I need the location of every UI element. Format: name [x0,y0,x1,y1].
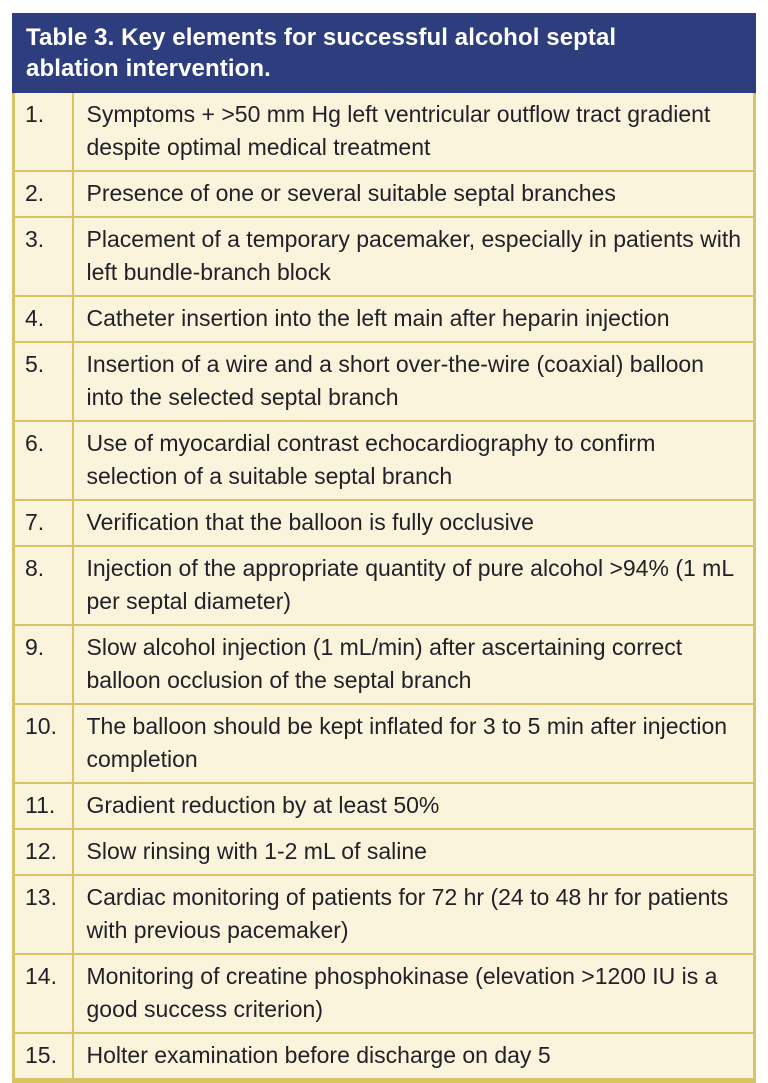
table-row [14,546,755,625]
row-text: Insertion of a wire and a short over-the-wire (coaxial) balloon into the selected septal branch [73,342,755,421]
table-row [14,625,755,704]
row-text: Catheter insertion into the left main after heparin injection [73,296,755,342]
row-text: Verification that the balloon is fully occlusive [73,500,755,546]
row-number: 6. [14,421,73,500]
row-text: Placement of a temporary pacemaker, especially in patients with left bundle-branch block [73,217,755,296]
table-row [14,704,755,783]
row-number: 14. [14,954,73,1033]
table-row [14,954,755,1033]
table-3-container [12,13,756,1083]
row-number: 13. [14,875,73,954]
row-number: 15. [14,1033,73,1081]
row-number: 12. [14,829,73,875]
row-number: 7. [14,500,73,546]
table-row [14,217,755,296]
row-text: Slow rinsing with 1-2 mL of saline [73,829,755,875]
table-row [14,171,755,217]
row-number: 9. [14,625,73,704]
row-text: Use of myocardial contrast echocardiography to confirm selection of a suitable septal branch [73,421,755,500]
row-number: 8. [14,546,73,625]
table-row [14,829,755,875]
row-number: 2. [14,171,73,217]
row-text: The balloon should be kept inflated for 3 to 5 min after injection completion [73,704,755,783]
row-text: Holter examination before discharge on day 5 [73,1033,755,1081]
row-number: 4. [14,296,73,342]
table-row [14,342,755,421]
row-number: 5. [14,342,73,421]
row-text: Gradient reduction by at least 50% [73,783,755,829]
row-number: 11. [14,783,73,829]
table-row [14,296,755,342]
row-number: 3. [14,217,73,296]
row-number: 10. [14,704,73,783]
table-row [14,93,755,171]
row-text: Symptoms + >50 mm Hg left ventricular outflow tract gradient despite optimal medical treatment [73,93,755,171]
row-text: Cardiac monitoring of patients for 72 hr (24 to 48 hr for patients with previous pacemaker) [73,875,755,954]
row-text: Slow alcohol injection (1 mL/min) after ascertaining correct balloon occlusion of the septal branch [73,625,755,704]
table-row [14,783,755,829]
key-elements-table [12,93,756,1083]
row-text: Monitoring of creatine phosphokinase (elevation >1200 IU is a good success criterion) [73,954,755,1033]
table-body [14,93,755,1081]
row-text: Presence of one or several suitable septal branches [73,171,755,217]
table-row [14,875,755,954]
row-text: Injection of the appropriate quantity of pure alcohol >94% (1 mL per septal diameter) [73,546,755,625]
table-title: Table 3. Key elements for successful alcohol septal ablation intervention. [12,13,756,93]
table-row [14,1033,755,1081]
row-number: 1. [14,93,73,171]
table-row [14,421,755,500]
table-row [14,500,755,546]
